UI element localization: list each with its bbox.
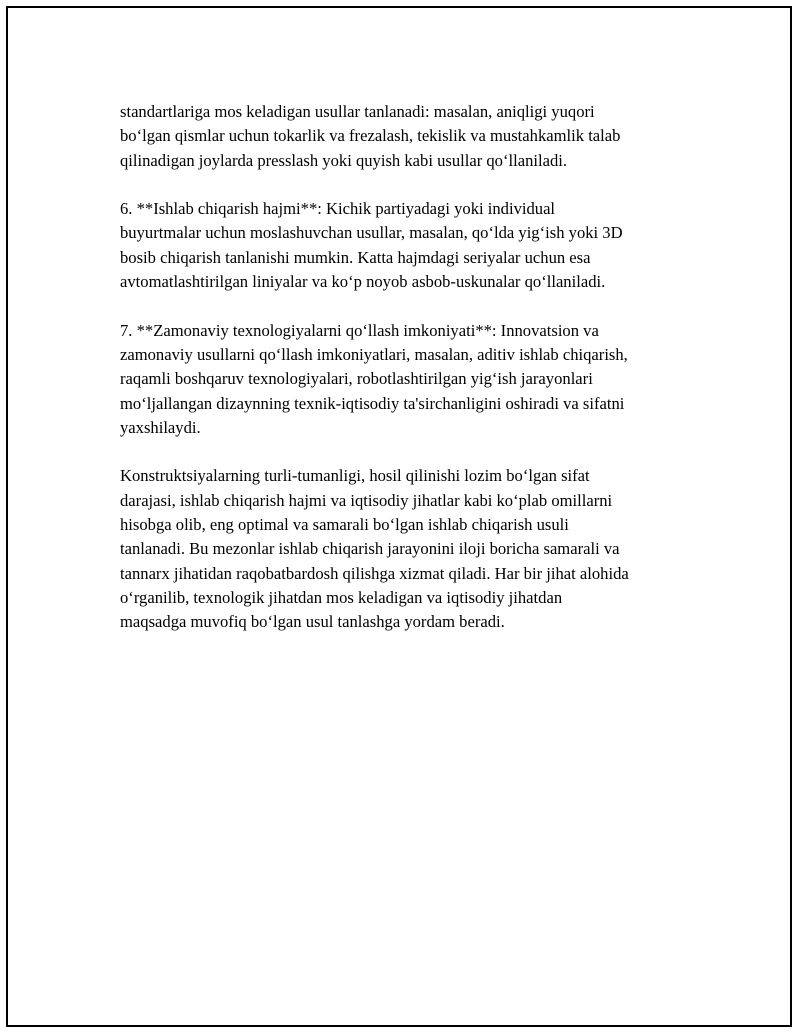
paragraph-continuation (120, 100, 700, 173)
text-line: tanlanadi. Bu mezonlar ishlab chiqarish jarayonini iloji boricha samarali va (120, 539, 620, 559)
text-line: bosib chiqarish tanlanishi mumkin. Katta hajmdagi seriyalar uchun esa (120, 247, 591, 267)
text-line: 6. **Ishlab chiqarish hajmi**: Kichik partiyadagi yoki individual (120, 199, 556, 219)
text-line: avtomatlashtirilgan liniyalar va koʻp noyob asbob-uskunalar qoʻllaniladi. (120, 272, 606, 292)
paragraph-item-7 (120, 319, 700, 440)
text-line: Konstruktsiyalarning turli-tumanligi, hosil qilinishi lozim boʻlgan sifat (120, 466, 590, 486)
page-frame (6, 6, 792, 1027)
text-line: tannarx jihatidan raqobatbardosh qilishga xizmat qiladi. Har bir jihat alohida (120, 563, 629, 583)
text-line: boʻlgan qismlar uchun tokarlik va frezalash, tekislik va mustahkamlik talab (120, 126, 621, 146)
text-line: 7. **Zamonaviy texnologiyalarni qoʻllash imkoniyati**: Innovatsion va (120, 320, 599, 340)
text-line: raqamli boshqaruv texnologiyalari, robotlashtirilgan yigʻish jarayonlari (120, 369, 593, 389)
text-line: darajasi, ishlab chiqarish hajmi va iqtisodiy jihatlar kabi koʻplab omillarni (120, 490, 613, 510)
text-line: yaxshilaydi. (120, 417, 201, 437)
document-body (120, 100, 700, 659)
text-line: moʻljallangan dizaynning texnik-iqtisodiy ta'sirchanligini oshiradi va sifatni (120, 393, 625, 413)
text-line: qilinadigan joylarda presslash yoki quyish kabi usullar qoʻllaniladi. (120, 150, 568, 170)
text-line: maqsadga muvofiq boʻlgan usul tanlashga yordam beradi. (120, 612, 505, 632)
text-line: hisobga olib, eng optimal va samarali boʻlgan ishlab chiqarish usuli (120, 515, 569, 535)
text-line: buyurtmalar uchun moslashuvchan usullar, masalan, qoʻlda yigʻish yoki 3D (120, 223, 623, 243)
text-line: oʻrganilib, texnologik jihatdan mos keladigan va iqtisodiy jihatdan (120, 587, 563, 607)
paragraph-conclusion (120, 464, 700, 634)
paragraph-item-6 (120, 197, 700, 294)
text-line: zamonaviy usullarni qoʻllash imkoniyatlari, masalan, aditiv ishlab chiqarish, (120, 344, 628, 364)
text-line: standartlariga mos keladigan usullar tanlanadi: masalan, aniqligi yuqori (120, 102, 595, 121)
